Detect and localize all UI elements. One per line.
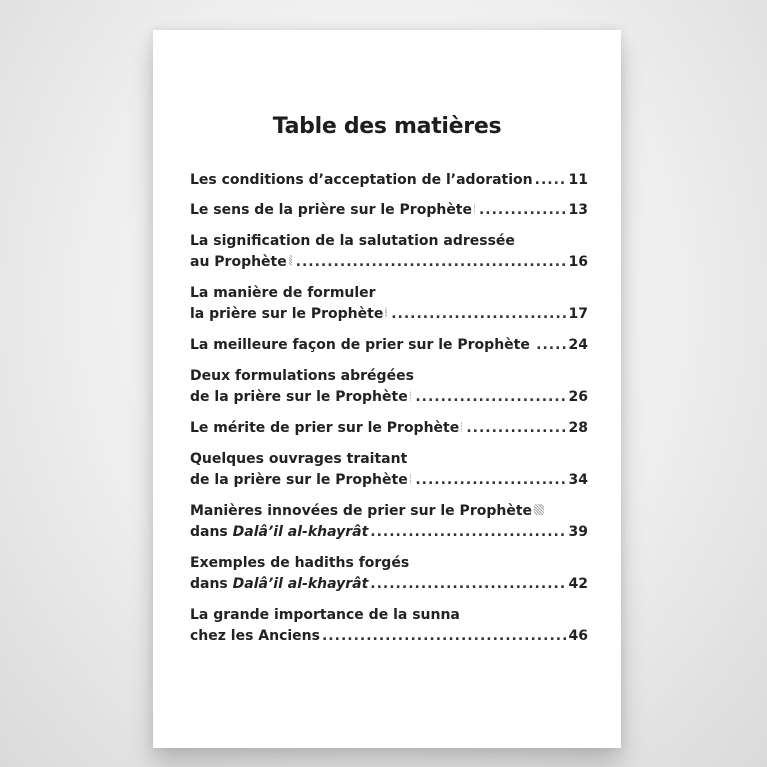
toc-page-number: 34 <box>568 472 588 488</box>
dot-leader <box>466 418 566 439</box>
salutation-glyph-icon <box>410 390 412 401</box>
toc-entry[interactable] <box>190 231 588 273</box>
toc-page-number: 17 <box>568 306 588 322</box>
toc-entry[interactable] <box>190 200 588 221</box>
toc-entry-title-cont: au Prophète <box>190 254 287 270</box>
dot-leader <box>535 170 567 191</box>
toc-entry[interactable] <box>190 283 588 325</box>
dot-leader <box>415 470 566 491</box>
toc-entry-prefix: dans <box>190 524 233 540</box>
salutation-glyph-icon <box>385 307 387 318</box>
toc-entry-title: Le mérite de prier sur le Prophète <box>190 420 460 436</box>
toc-entry-title: Le sens de la prière sur le Prophète <box>190 202 472 218</box>
toc-page-number: 28 <box>568 420 588 436</box>
toc-entry[interactable] <box>190 366 588 408</box>
salutation-glyph-icon <box>289 255 292 266</box>
toc-entry-title-cont: de la prière sur le Prophète <box>190 472 408 488</box>
toc-entry-title: Quelques ouvrages traitant <box>190 451 408 467</box>
book-page <box>153 30 621 748</box>
book-title-italic: Dalâ’il al-khayrât <box>232 524 369 540</box>
toc-entry-title: La meilleure façon de prier sur le Prophète <box>190 337 530 353</box>
toc-page-number: 24 <box>568 337 588 353</box>
dot-leader <box>322 626 567 647</box>
toc-entry-title-cont: chez les Anciens <box>190 628 320 644</box>
toc-entry-title-cont <box>190 574 368 595</box>
toc-page-number: 13 <box>568 202 588 218</box>
table-of-contents <box>190 170 588 647</box>
toc-entry-title-cont <box>190 522 368 543</box>
salutation-glyph-icon <box>534 504 544 515</box>
toc-page-number: 39 <box>568 524 588 540</box>
page-title: Table des matières <box>272 114 502 139</box>
toc-entry[interactable] <box>190 501 588 543</box>
toc-entry-title: La manière de formuler <box>190 285 376 301</box>
dot-leader <box>370 522 566 543</box>
toc-entry-title: La grande importance de la sunna <box>190 607 460 623</box>
toc-entry-title: Exemples de hadiths forgés <box>190 555 410 571</box>
toc-entry-title: Deux formulations abrégées <box>190 368 414 384</box>
dot-leader <box>415 387 566 408</box>
toc-entry[interactable] <box>190 170 588 191</box>
dot-leader <box>479 200 567 221</box>
toc-entry-title: La signification de la salutation adressée <box>190 233 515 249</box>
toc-entry[interactable] <box>190 335 588 356</box>
toc-entry-title-cont: de la prière sur le Prophète <box>190 389 408 405</box>
dot-leader <box>370 574 566 595</box>
toc-entry-title: Manières innovées de prier sur le Prophète <box>190 503 533 519</box>
dot-leader <box>391 304 566 325</box>
dot-leader <box>536 335 566 356</box>
toc-entry-title: Les conditions d’acceptation de l’adoration <box>190 172 533 188</box>
toc-page-number: 11 <box>568 172 588 188</box>
salutation-glyph-icon <box>410 473 412 484</box>
toc-entry[interactable] <box>190 418 588 439</box>
salutation-glyph-icon <box>474 203 475 214</box>
dot-leader <box>296 252 567 273</box>
toc-entry[interactable] <box>190 605 588 647</box>
toc-page-number: 42 <box>568 576 588 592</box>
book-title-italic: Dalâ’il al-khayrât <box>232 576 369 592</box>
salutation-glyph-icon <box>461 421 462 432</box>
toc-entry[interactable] <box>190 449 588 491</box>
toc-page-number: 16 <box>568 254 588 270</box>
toc-entry-prefix: dans <box>190 576 233 592</box>
toc-entry[interactable] <box>190 553 588 595</box>
toc-page-number: 46 <box>568 628 588 644</box>
toc-page-number: 26 <box>568 389 588 405</box>
toc-entry-title-cont: la prière sur le Prophète <box>190 306 384 322</box>
